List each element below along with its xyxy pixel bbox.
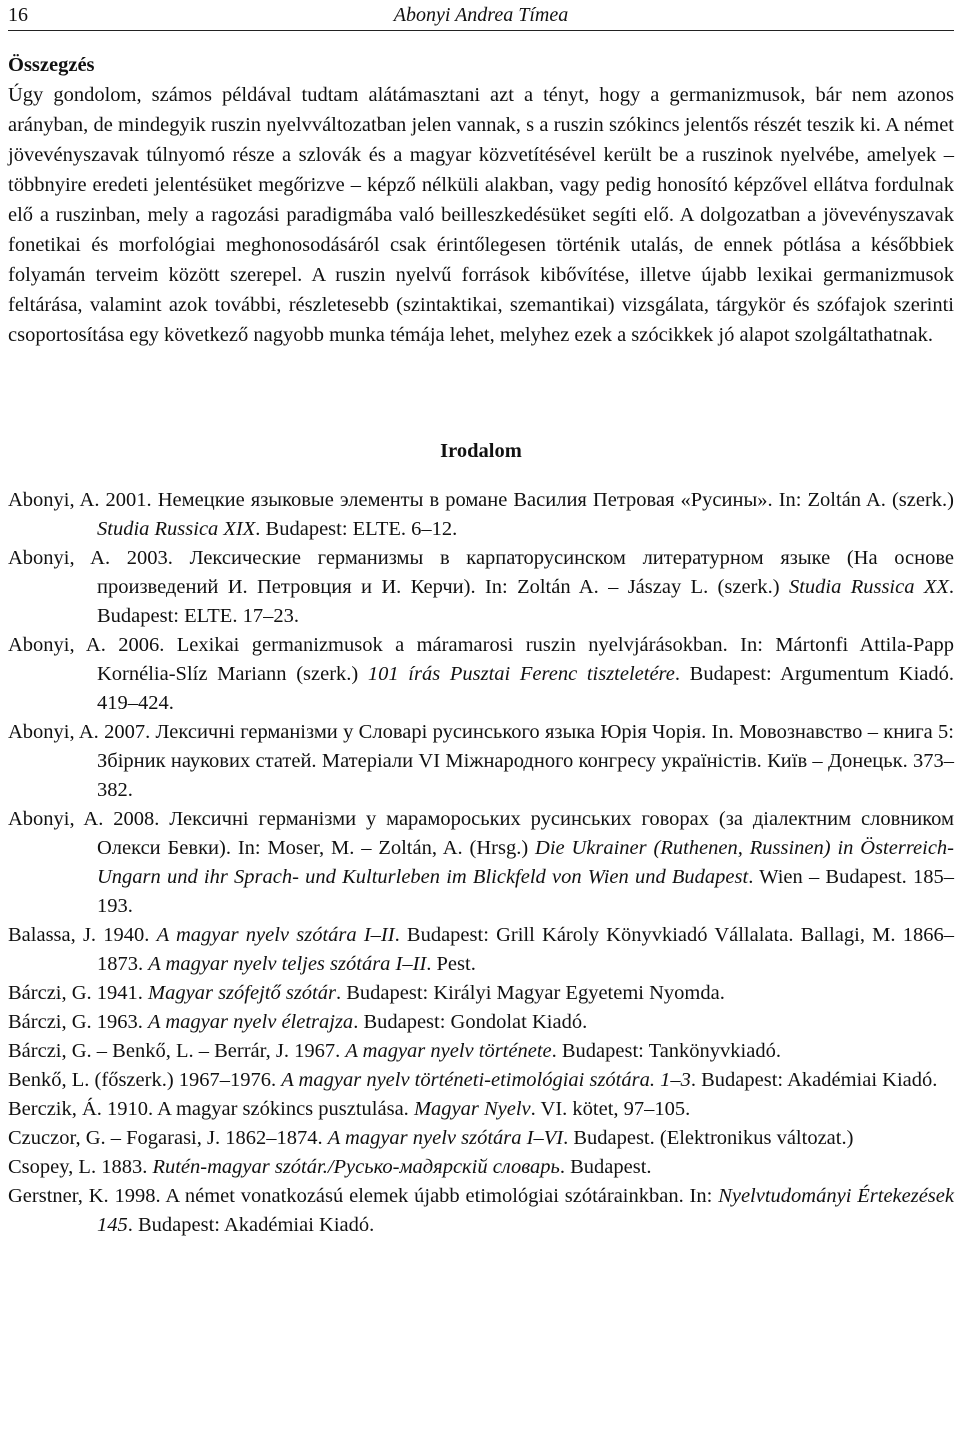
references-heading: Irodalom (440, 440, 522, 462)
reference-item: Gerstner, K. 1998. A német vonatkozású elemek újabb etimológiai szótárainkban. In: Nyelvtudományi Értekezések 145. Budapest: Akadémiai Kiadó. (8, 1185, 954, 1236)
reference-item: Abonyi, A. 2007. Лексичні германізми у Словарі русинського языка Юрія Чорія. In. Мовознавство – книга 5: Збірник наукових статей. Матеріали VI Міжнародного конгресу україністів. Київ – Донецьк. 373–382. (8, 721, 954, 801)
reference-item: Berczik, Á. 1910. A magyar szókincs pusztulása. Magyar Nyelv. VI. kötet, 97–105. (8, 1098, 691, 1120)
reference-item: Balassa, J. 1940. A magyar nyelv szótára I–II. Budapest: Grill Károly Könyvkiadó Vállalata. Ballagi, M. 1866–1873. A magyar nyelv teljes szótára I–II. Pest. (8, 924, 954, 975)
reference-item: Abonyi, A. 2001. Немецкие языковые элементы в романе Василия Петровая «Русины». In: Zoltán A. (szerk.) Studia Russica XIX. Budapest: ELTE. 6–12. (8, 489, 954, 540)
reference-item: Abonyi, A. 2008. Лексичні германізми у мараморoських русинських говорах (за діалектним словником Олекси Бевки). In: Moser, M. – Zoltán, A. (Hrsg.) Die Ukrainer (Ruthenen, Russinen) in Österreich-Ungarn und ihr Sprach- und Kulturleben im Blickfeld von Wien und Budapest. Wien – Budapest. 185–193. (8, 808, 955, 917)
reference-item: Bárczi, G. 1963. A magyar nyelv életrajza. Budapest: Gondolat Kiadó. (8, 1011, 588, 1033)
summary-paragraph: Úgy gondolom, számos példával tudtam alátámasztani azt a tényt, hogy a germanizmusok, bár nem azonos arányban, de mindegyik ruszin nyelvváltozatban jelen vannak, s a ruszin szókincs jelentős részét teszik ki. A német jövevényszavak túlnyomó része a szlovák és a magyar közvetítésével került be a ruszinok nyelvébe, amelyek – többnyire eredeti jelentésüket megőrizve – képző nélküli alakban, vagy pedig honosító képzővel ellátva fordulnak elő a ruszinban, mely a ragozási paradigmába való beilleszkedésüket segíti elő. A dolgozatban a jövevényszavak fonetikai és morfológiai meghonosodásáról csak érintőlegesen történik utalás, de ennek pótlása a későbbiek folyamán terveim között szerepel. A ruszin nyelvű források kibővítése, illetve újabb lexikai germanizmusok feltárása, valamint azok további, részletesebb (szintaktikai, szemantikai) vizsgálata, tárgykör és szófajok szerinti csoportosítása egy következő nagyobb munka témája lehet, melyhez ezek a szócikkek jó alapot szolgáltathatnak. (8, 84, 954, 346)
reference-item: Bárczi, G. – Benkő, L. – Berrár, J. 1967. A magyar nyelv története. Budapest: Tankönyvkiadó. (8, 1040, 781, 1062)
running-header-author: Abonyi Andrea Tímea (393, 4, 569, 26)
reference-list (8, 486, 954, 1240)
reference-item: Abonyi, A. 2006. Lexikai germanizmusok a máramarosi ruszin nyelvjárásokban. In: Mártonfi Attila-Papp Kornélia-Slíz Mariann (szerk.) 101 írás Pusztai Ferenc tiszteletére. Budapest: Argumentum Kiadó. 419–424. (8, 634, 954, 714)
document-page (8, 0, 954, 1240)
reference-item: Czuczor, G. – Fogarasi, J. 1862–1874. A magyar nyelv szótára I–VI. Budapest. (Elektronikus változat.) (8, 1127, 854, 1149)
reference-item: Bárczi, G. 1941. Magyar szófejtő szótár. Budapest: Királyi Magyar Egyetemi Nyomda. (8, 982, 725, 1004)
reference-item: Benkő, L. (főszerk.) 1967–1976. A magyar nyelv történeti-etimológiai szótára. 1–3. Budapest: Akadémiai Kiadó. (8, 1069, 938, 1091)
reference-item: Csopey, L. 1883. Rutén-magyar szótár./Русько-мадярскій словарь. Budapest. (8, 1156, 652, 1178)
page-number: 16 (8, 4, 28, 26)
summary-heading: Összegzés (8, 54, 95, 76)
reference-item: Abonyi, A. 2003. Лексические германизмы в карпаторусинском литературном языке (На основе произведений И. Петровция и И. Керчи). In: Zoltán A. – Jászay L. (szerk.) Studia Russica XX. Budapest: ELTE. 17–23. (8, 547, 954, 627)
running-header (8, 0, 954, 31)
